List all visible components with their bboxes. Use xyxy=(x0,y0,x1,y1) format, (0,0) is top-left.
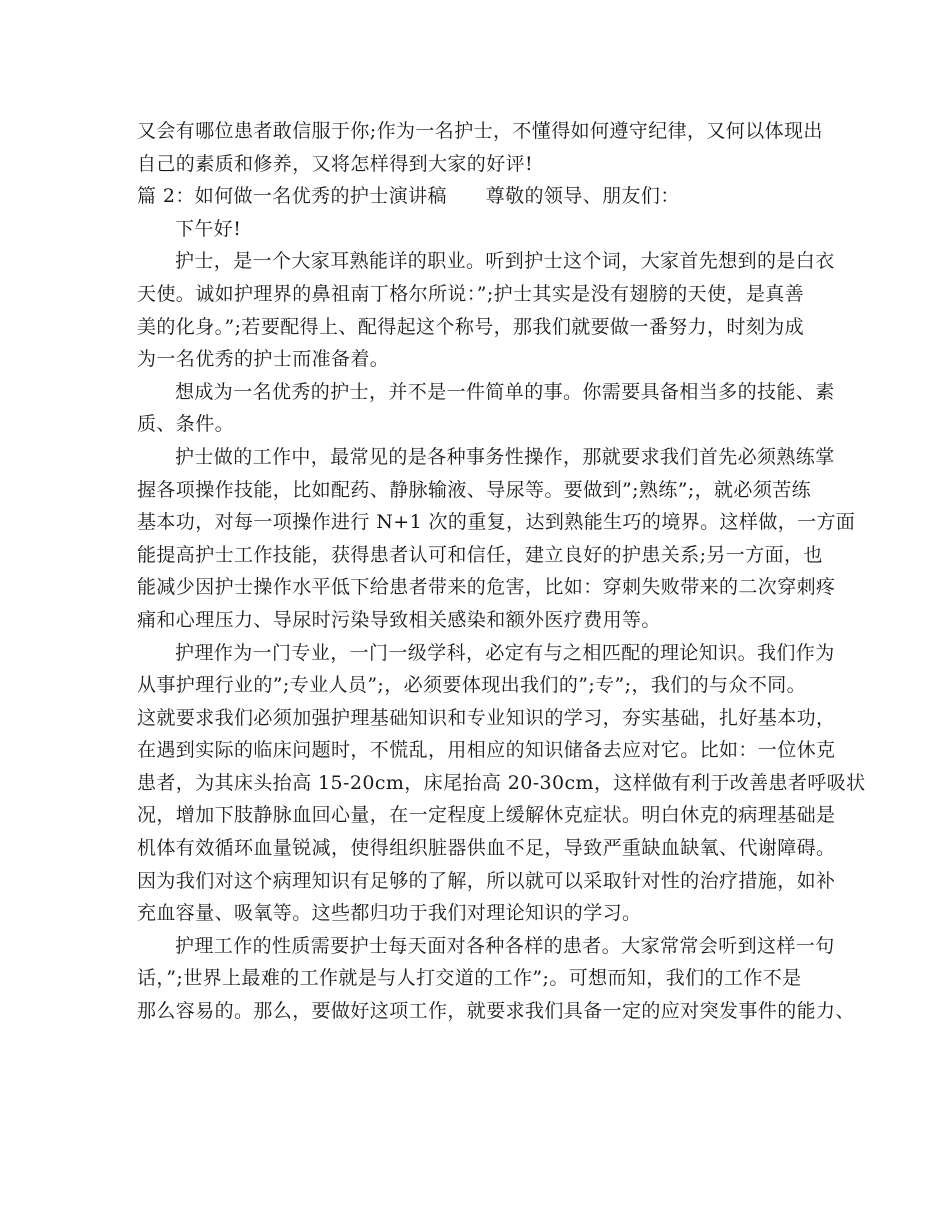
text-line: 这就要求我们必须加强护理基础知识和专业知识的学习，夯实基础，扎好基本功， xyxy=(137,706,836,729)
text-line: 护理工作的性质需要护士每天面对各种各样的患者。大家常常会听到这样一句 xyxy=(175,934,835,957)
text-line: 话，”;世界上最难的工作就是与人打交道的工作”;。可想而知，我们的工作不是 xyxy=(137,967,802,990)
document-body xyxy=(137,115,866,1028)
text-line: 为一名优秀的护士而准备着。 xyxy=(137,348,390,371)
text-line: 又会有哪位患者敢信服于你;作为一名护士，不懂得如何遵守纪律，又何以体现出 xyxy=(137,120,823,142)
text-line: 充血容量、吸氧等。这些都归功于我们对理论知识的学习。 xyxy=(137,902,642,925)
text-line: 护理作为一门专业，一门一级学科，必定有与之相匹配的理论知识。我们作为 xyxy=(175,641,835,664)
text-line: 想成为一名优秀的护士，并不是一件简单的事。你需要具备相当多的技能、素 xyxy=(175,380,835,403)
text-line: 质、条件。 xyxy=(137,413,235,436)
text-line: 痛和心理压力、导尿时污染导致相关感染和额外医疗费用等。 xyxy=(137,608,661,631)
text-line: 篇 2：如何做一名优秀的护士演讲稿 尊敬的领导、朋友们： xyxy=(137,185,680,208)
text-line: 下午好! xyxy=(175,217,242,240)
text-line: 基本功，对每一项操作进行 N+1 次的重复，达到熟能生巧的境界。这样做，一方面 xyxy=(137,511,856,534)
text-line: 护士做的工作中，最常见的是各种事务性操作，那就要求我们首先必须熟练掌 xyxy=(175,445,835,468)
text-line: 患者，为其床头抬高 15-20cm，床尾抬高 20-30cm，这样做有利于改善患者呼吸状 xyxy=(137,771,866,794)
text-line: 在遇到实际的临床问题时，不慌乱，用相应的知识储备去应对它。比如：一位休克 xyxy=(137,739,836,762)
text-line: 握各项操作技能，比如配药、静脉输液、导尿等。要做到”;熟练”;，就必须苦练 xyxy=(137,478,812,501)
text-line: 机体有效循环血量锐减，使得组织脏器供血不足，导致严重缺血缺氧、代谢障碍。 xyxy=(137,837,836,860)
text-line: 能减少因护士操作水平低下给患者带来的危害，比如：穿刺失败带来的二次穿刺疼 xyxy=(137,576,836,599)
text-line: 从事护理行业的”;专业人员”;，必须要体现出我们的”;专”;，我们的与众不同。 xyxy=(137,674,807,697)
text-line: 护士，是一个大家耳熟能详的职业。听到护士这个词，大家首先想到的是白衣 xyxy=(175,250,835,273)
text-line: 天使。诚如护理界的鼻祖南丁格尔所说：”;护士其实是没有翅膀的天使，是真善 xyxy=(137,282,805,305)
text-line: 自己的素质和修养，又将怎样得到大家的好评! xyxy=(137,152,534,175)
text-line: 况，增加下肢静脉血回心量，在一定程度上缓解休克症状。明白休克的病理基础是 xyxy=(137,804,836,827)
text-line: 美的化身。”;若要配得上、配得起这个称号，那我们就要做一番努力，时刻为成 xyxy=(137,315,805,338)
text-line: 因为我们对这个病理知识有足够的了解，所以就可以采取针对性的治疗措施，如补 xyxy=(137,869,836,892)
text-line: 那么容易的。那么，要做好这项工作，就要求我们具备一定的应对突发事件的能力、 xyxy=(137,1000,855,1023)
text-line: 能提高护士工作技能，获得患者认可和信任，建立良好的护患关系;另一方面，也 xyxy=(137,543,823,566)
